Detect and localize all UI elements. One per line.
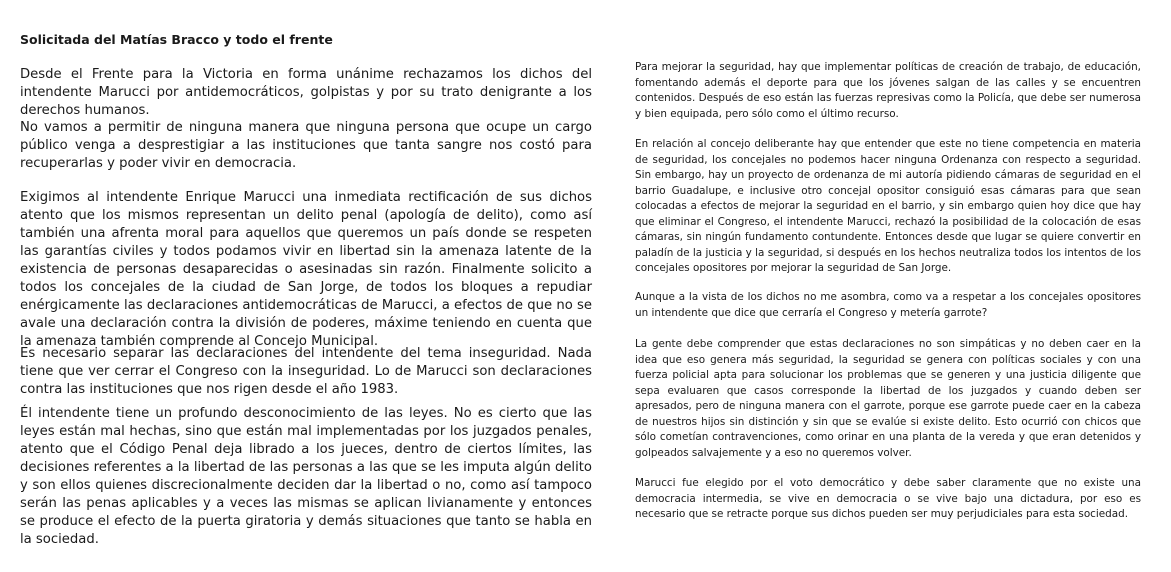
left-paragraph-3: Exigimos al intendente Enrique Marucci una inmediata rectificación de sus dichos atento que los mismos representan un delito penal (apología de delito), como así también una afrenta moral para aquellos que queremos un país donde se respeten las garantías civiles y todos podamos vivir en libertad sin la amenaza latente de la existencia de personas desaparecidas o asesinadas sin razón. Finalmente solicito a todos los concejales de la ciudad de San Jorge, de todos los bloques a repudiar enérgicamente las declaraciones antidemocráticas de Marucci, a efectos de que no se avale una declaración contra la división de poderes, máxime teniendo en cuenta que la amenaza también comprende al Concejo Municipal. (20, 190, 592, 349)
document-title: Solicitada del Matías Bracco y todo el frente (20, 32, 333, 47)
left-paragraph-5: Él intendente tiene un profundo desconocimiento de las leyes. No es cierto que las leyes están mal hechas, sino que están mal implementadas por los juzgados penales, atento que el Código Penal deja librado a los jueces, dentro de ciertos límites, las decisiones referentes a la libertad de las personas a las que se les imputa algún delito y son ellos quienes discrecionalmente deciden dar la libertad o no, como así tampoco serán las penas aplicables y a veces las mismas se aplican livianamente y entonces se produce el efecto de la puerta giratoria y demás situaciones que tanto se habla en la sociedad. (20, 406, 592, 547)
right-paragraph-4: La gente debe comprender que estas declaraciones no son simpáticas y no deben caer en la idea que eso genera más seguridad, la seguridad se genera con políticas sociales y con una fuerza policial apta para solucionar los problemas que se generen y una justicia diligente que sepa evaluaren que casos corresponde la libertad de los juzgados y cuando deben ser apresados, pero de ninguna manera con el garrote, porque ese garrote puede caer en la cabeza de nuestros hijos sin distinción y sin que se evalúe si existe delito. Esto ocurrió con chicos que sólo cometían contravenciones, como orinar en una planta de la vereda y que eran detenidos y golpeados salvajemente y a eso no queremos volver. (635, 338, 1141, 459)
right-paragraph-2: En relación al concejo deliberante hay que entender que este no tiene competencia en materia de seguridad, los concejales no podemos hacer ninguna Ordenanza con respecto a seguridad. Sin embargo, hay un proyecto de ordenanza de mi autoría pidiendo cámaras de seguridad en el barrio Guadalupe, e inclusive otro concejal opositor consiguió esas cámaras para que sean colocadas a efectos de mejorar la seguridad en el barrio, y sin embargo quien hoy dice que hay que eliminar el Congreso, el intendente Marucci, rechazó la posibilidad de la colocación de esas cámaras, sin ningún fundamento contundente. Entonces desde que lugar se quiere convertir en paladín de la justicia y la seguridad, si después en los hechos neutraliza todos los intentos de los concejales opositores por mejorar la seguridad de San Jorge. (635, 138, 1141, 274)
right-paragraph-1: Para mejorar la seguridad, hay que implementar políticas de creación de trabajo, de educación, fomentando además el deporte para que los jóvenes salgan de las calles y se encuentren contenidos. Después de eso están las fuerzas represivas como la Policía, que debe ser numerosa y bien equipada, pero sólo como el último recurso. (635, 61, 1141, 120)
left-paragraph-1: Desde el Frente para la Victoria en forma unánime rechazamos los dichos del intendente Marucci por antidemocráticos, golpistas y por su trato denigrante a los derechos humanos. (20, 67, 592, 118)
right-paragraph-5: Marucci fue elegido por el voto democrático y debe saber claramente que no existe una democracia intermedia, se vive en democracia o se vive bajo una dictadura, por eso es necesario que se retracte porque sus dichos pueden ser muy perjudiciales para esta sociedad. (635, 477, 1141, 520)
left-paragraph-4: Es necesario separar las declaraciones del intendente del tema inseguridad. Nada tiene que ver cerrar el Congreso con la inseguridad. Lo de Marucci son declaraciones contra las instituciones que nos rigen desde el año 1983. (20, 346, 592, 397)
right-paragraph-3: Aunque a la vista de los dichos no me asombra, como va a respetar a los concejales opositores un intendente que dice que cerraría el Congreso y metería garrote? (635, 291, 1141, 319)
left-paragraph-2: No vamos a permitir de ninguna manera que ninguna persona que ocupe un cargo público venga a desprestigiar a las instituciones que tanta sangre nos costó para recuperarlas y poder vivir en democracia. (20, 120, 592, 171)
